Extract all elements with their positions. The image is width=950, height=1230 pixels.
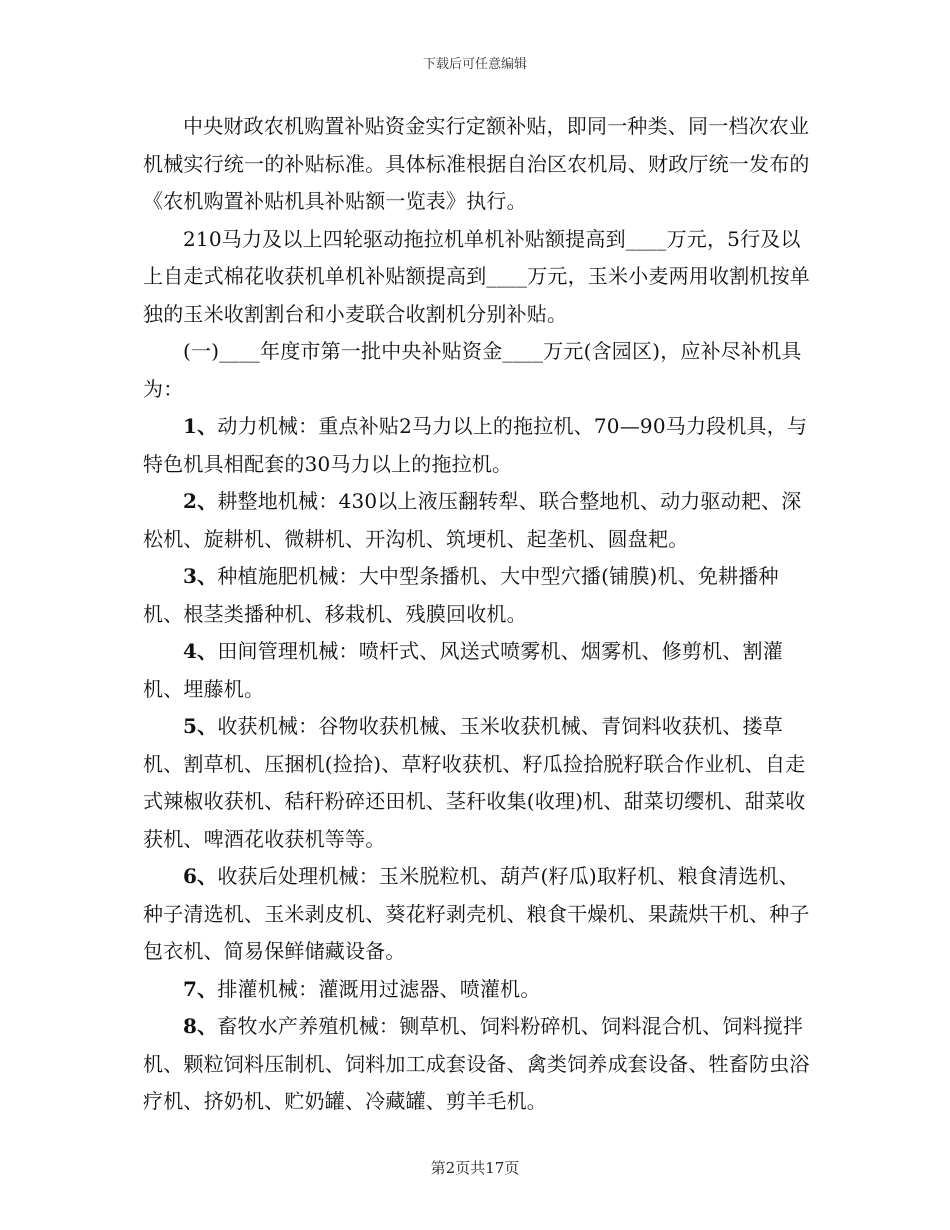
page-header: 下载后可任意编辑: [422, 57, 527, 72]
paragraph-first-batch: (一)____年度市第一批中央补贴资金____万元(含园区)，应补尽补机具为：: [143, 339, 802, 401]
list-item-field-management: 4、田间管理机械：喷杆式、风送式喷雾机、烟雾机、修剪机、割灌机、埋藤机。: [143, 639, 783, 701]
list-item-irrigation: 7、排灌机械：灌溉用过滤器、喷灌机。: [183, 976, 541, 1001]
list-item-planting-machinery: 3、种植施肥机械：大中型条播机、大中型穴播(铺膜)机、免耕播种机、根茎类播种机、移栽机、残膜回收机。: [143, 564, 779, 626]
page-number: 第2页共17页: [430, 1159, 520, 1177]
paragraph-subsidy-increase: 210马力及以上四轮驱动拖拉机单机补贴额提高到____万元，5行及以上自走式棉花收获机单机补贴额提高到____万元，玉米小麦两用收割机按单独的玉米收割割台和小麦联合收割机分别补贴。: [143, 226, 810, 326]
list-item-tillage-machinery: 2、耕整地机械：430以上液压翻转犁、联合整地机、动力驱动耙、深松机、旋耕机、微耕机、开沟机、筑埂机、起垄机、圆盘耙。: [143, 489, 802, 551]
list-item-livestock: 8、畜牧水产养殖机械：铡草机、饲料粉碎机、饲料混合机、饲料搅拌机、颗粒饲料压制机、饲料加工成套设备、禽类饲养成套设备、牲畜防虫浴疗机、挤奶机、贮奶罐、冷藏罐、剪羊毛机。: [143, 1014, 810, 1113]
document-body: [143, 108, 813, 1121]
paragraph-subsidy-standard: 中央财政农机购置补贴资金实行定额补贴，即同一种类、同一档次农业机械实行统一的补贴标准。具体标准根据自治区农机局、财政厅统一发布的《农机购置补贴机具补贴额一览表》执行。: [143, 114, 810, 213]
list-item-power-machinery: 1、动力机械：重点补贴2马力以上的拖拉机、70—90马力段机具，与特色机具相配套的30马力以上的拖拉机。: [143, 414, 808, 476]
list-item-post-harvest: 6、收获后处理机械：玉米脱粒机、葫芦(籽瓜)取籽机、粮食清选机、种子清选机、玉米剥皮机、葵花籽剥壳机、粮食干燥机、果蔬烘干机、种子包衣机、简易保鲜储藏设备。: [143, 864, 810, 963]
list-item-harvesting-machinery: 5、收获机械：谷物收获机械、玉米收获机械、青饲料收获机、搂草机、割草机、压捆机(捡拾)、草籽收获机、籽瓜捡拾脱籽联合作业机、自走式辣椒收获机、秸秆粉碎还田机、茎秆收集(收理)机、甜菜切缨机、甜菜收获机、啤酒花收获机等等。: [143, 714, 806, 851]
